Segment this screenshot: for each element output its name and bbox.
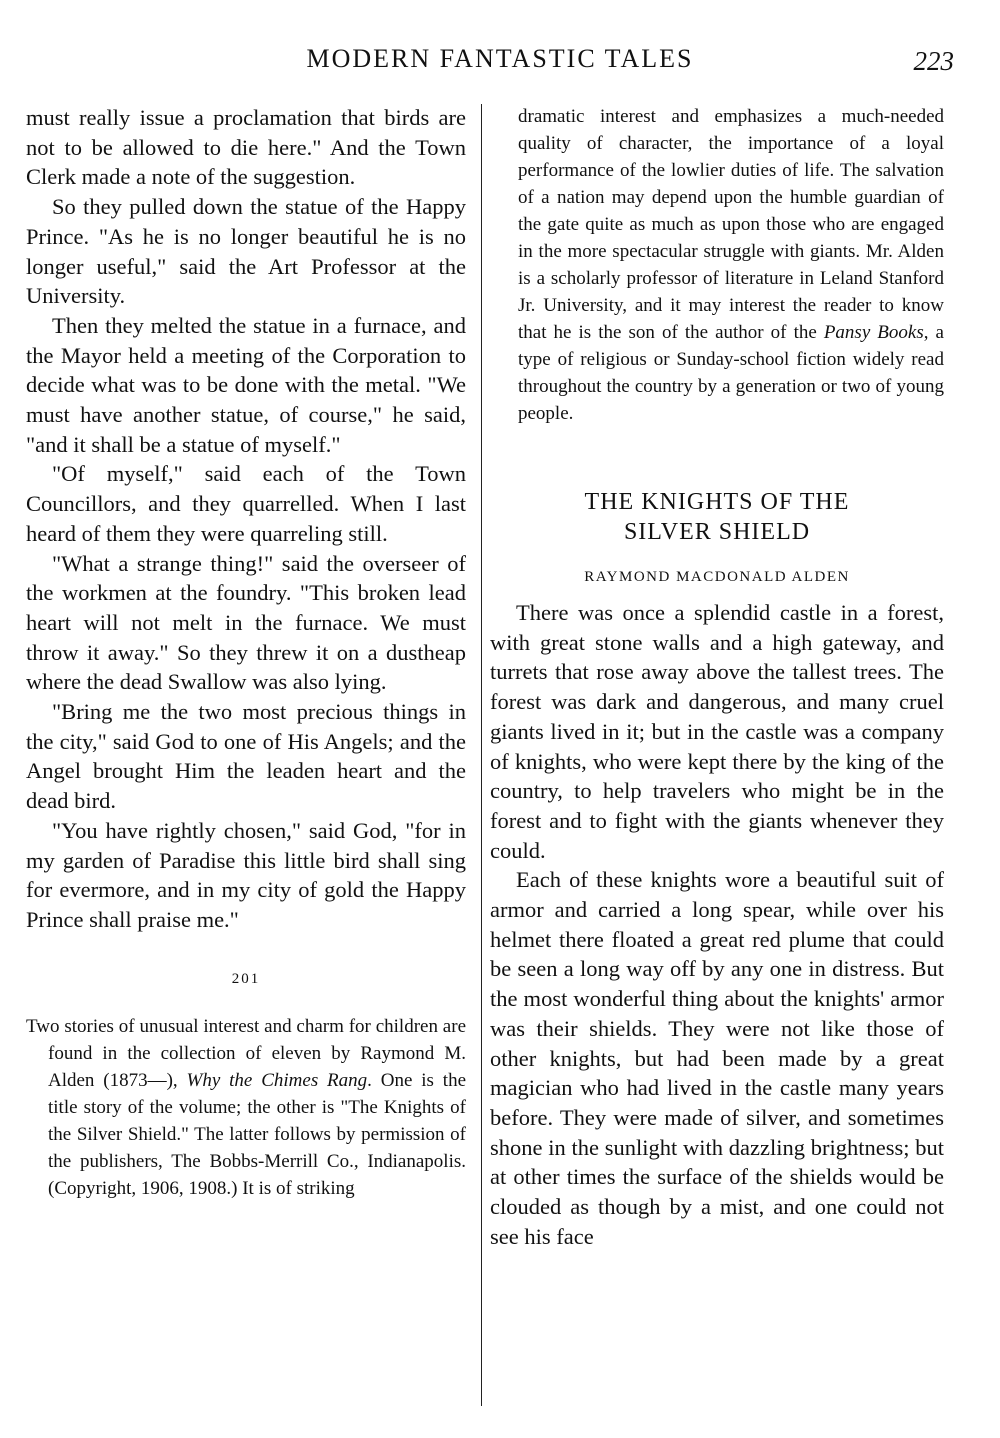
- paragraph: There was once a splendid castle in a forest, with great stone walls and a high gateway, and turrets that rose away above the tallest trees. The forest was dark and dangerous, and many cruel giants lived in it; but in the castle was a company of knights, who were kept there by the king of the country, to help travelers who might be in the forest and to fight with the giants whenever they could.: [490, 600, 944, 863]
- story-title: [490, 487, 944, 547]
- story-ending: [26, 103, 466, 935]
- paragraph: "Bring me the two most precious things in the city," said God to one of His Angels; and the Angel brought Him the leaden heart and the dead bird.: [26, 699, 466, 814]
- story-body: [490, 598, 944, 1251]
- paragraph: Then they melted the statue in a furnace, and the Mayor held a meeting of the Corporation to decide what was to be done with the metal. "We must have another statue, of course," he said, "and it shall be a statue of myself.": [26, 312, 466, 457]
- paragraph: must really issue a proclamation that birds are not to be allowed to die here." And the Town Clerk made a note of the suggestion.: [26, 105, 466, 190]
- note-paragraph: [26, 1013, 466, 1202]
- right-column: [490, 103, 944, 1251]
- note-text-1: dramatic interest and emphasizes a much-needed quality of character, the importance of a loyal performance of the lowlier duties of life. The salvation of a nation may depend upon the humble guardian of the gate quite as much as upon those who are engaged in the more spectacular struggle with giants. Mr. Alden is a scholarly professor of literature in Leland Stanford Jr. University, and it may interest the reader to know that he is the son of the author of the: [518, 106, 944, 343]
- paragraph: "What a strange thing!" said the overseer of the workmen at the foundry. "This broken lead heart will not melt in the furnace. We must throw it away." So they threw it on a dustheap where the dead Swallow was also lying.: [26, 550, 466, 695]
- paragraph: "You have rightly chosen," said God, "for in my garden of Paradise this little bird shall sing for evermore, and in my city of gold the Happy Prince shall praise me.": [26, 817, 466, 932]
- column-divider: [481, 104, 482, 1406]
- story-title-line: THE KNIGHTS OF THE: [584, 489, 850, 515]
- note-paragraph: [518, 103, 944, 427]
- note-text-1: Two stories of unusual interest and charm for children are found in the collection of eleven by Raymond M. Alden (1873—),: [26, 1015, 466, 1091]
- story-author: RAYMOND MACDONALD ALDEN: [584, 569, 850, 585]
- page-number: 223: [913, 46, 954, 76]
- book-title: Why the Chimes Rang: [186, 1069, 368, 1091]
- editor-note-continued: [490, 103, 944, 427]
- paragraph: "Of myself," said each of the Town Councillors, and they quarrelled. When I last heard of them they were quarreling still.: [26, 461, 466, 546]
- editor-note: [26, 1013, 466, 1202]
- note-text-2: . One is the title story of the volume; the other is "The Knights of the Silver Shield." The latter follows by permission of the publishers, The Bobbs-Merrill Co., Indianapolis. (Copyright, 1906, 1908.) It is of striking: [48, 1069, 467, 1199]
- paragraph: Each of these knights wore a beautiful suit of armor and carried a long spear, while over his helmet there floated a great red plume that could be seen a long way off by any one in distress. But the most wonderful thing about the knights' armor was their shields. They were not like those of other knights, but had been made by a great magician who had lived in the castle many years before. They were made of silver, and sometimes shone in the sunlight with dazzling brightness; but at other times the surface of the shields would be clouded as though by a mist, and one could not see his face: [490, 867, 944, 1249]
- note-text-2: , a type of religious or Sunday-school fiction widely read throughout the country by a generation or two of young people.: [518, 322, 944, 424]
- story-title-line: SILVER SHIELD: [623, 519, 811, 545]
- paragraph: So they pulled down the statue of the Happy Prince. "As he is no longer beautiful he is no longer useful," said the Art Professor at the University.: [26, 194, 466, 309]
- book-title: Pansy Books: [823, 322, 924, 343]
- left-column: [26, 103, 466, 1202]
- note-number: 201: [231, 970, 261, 987]
- running-title: MODERN FANTASTIC TALES: [306, 44, 694, 73]
